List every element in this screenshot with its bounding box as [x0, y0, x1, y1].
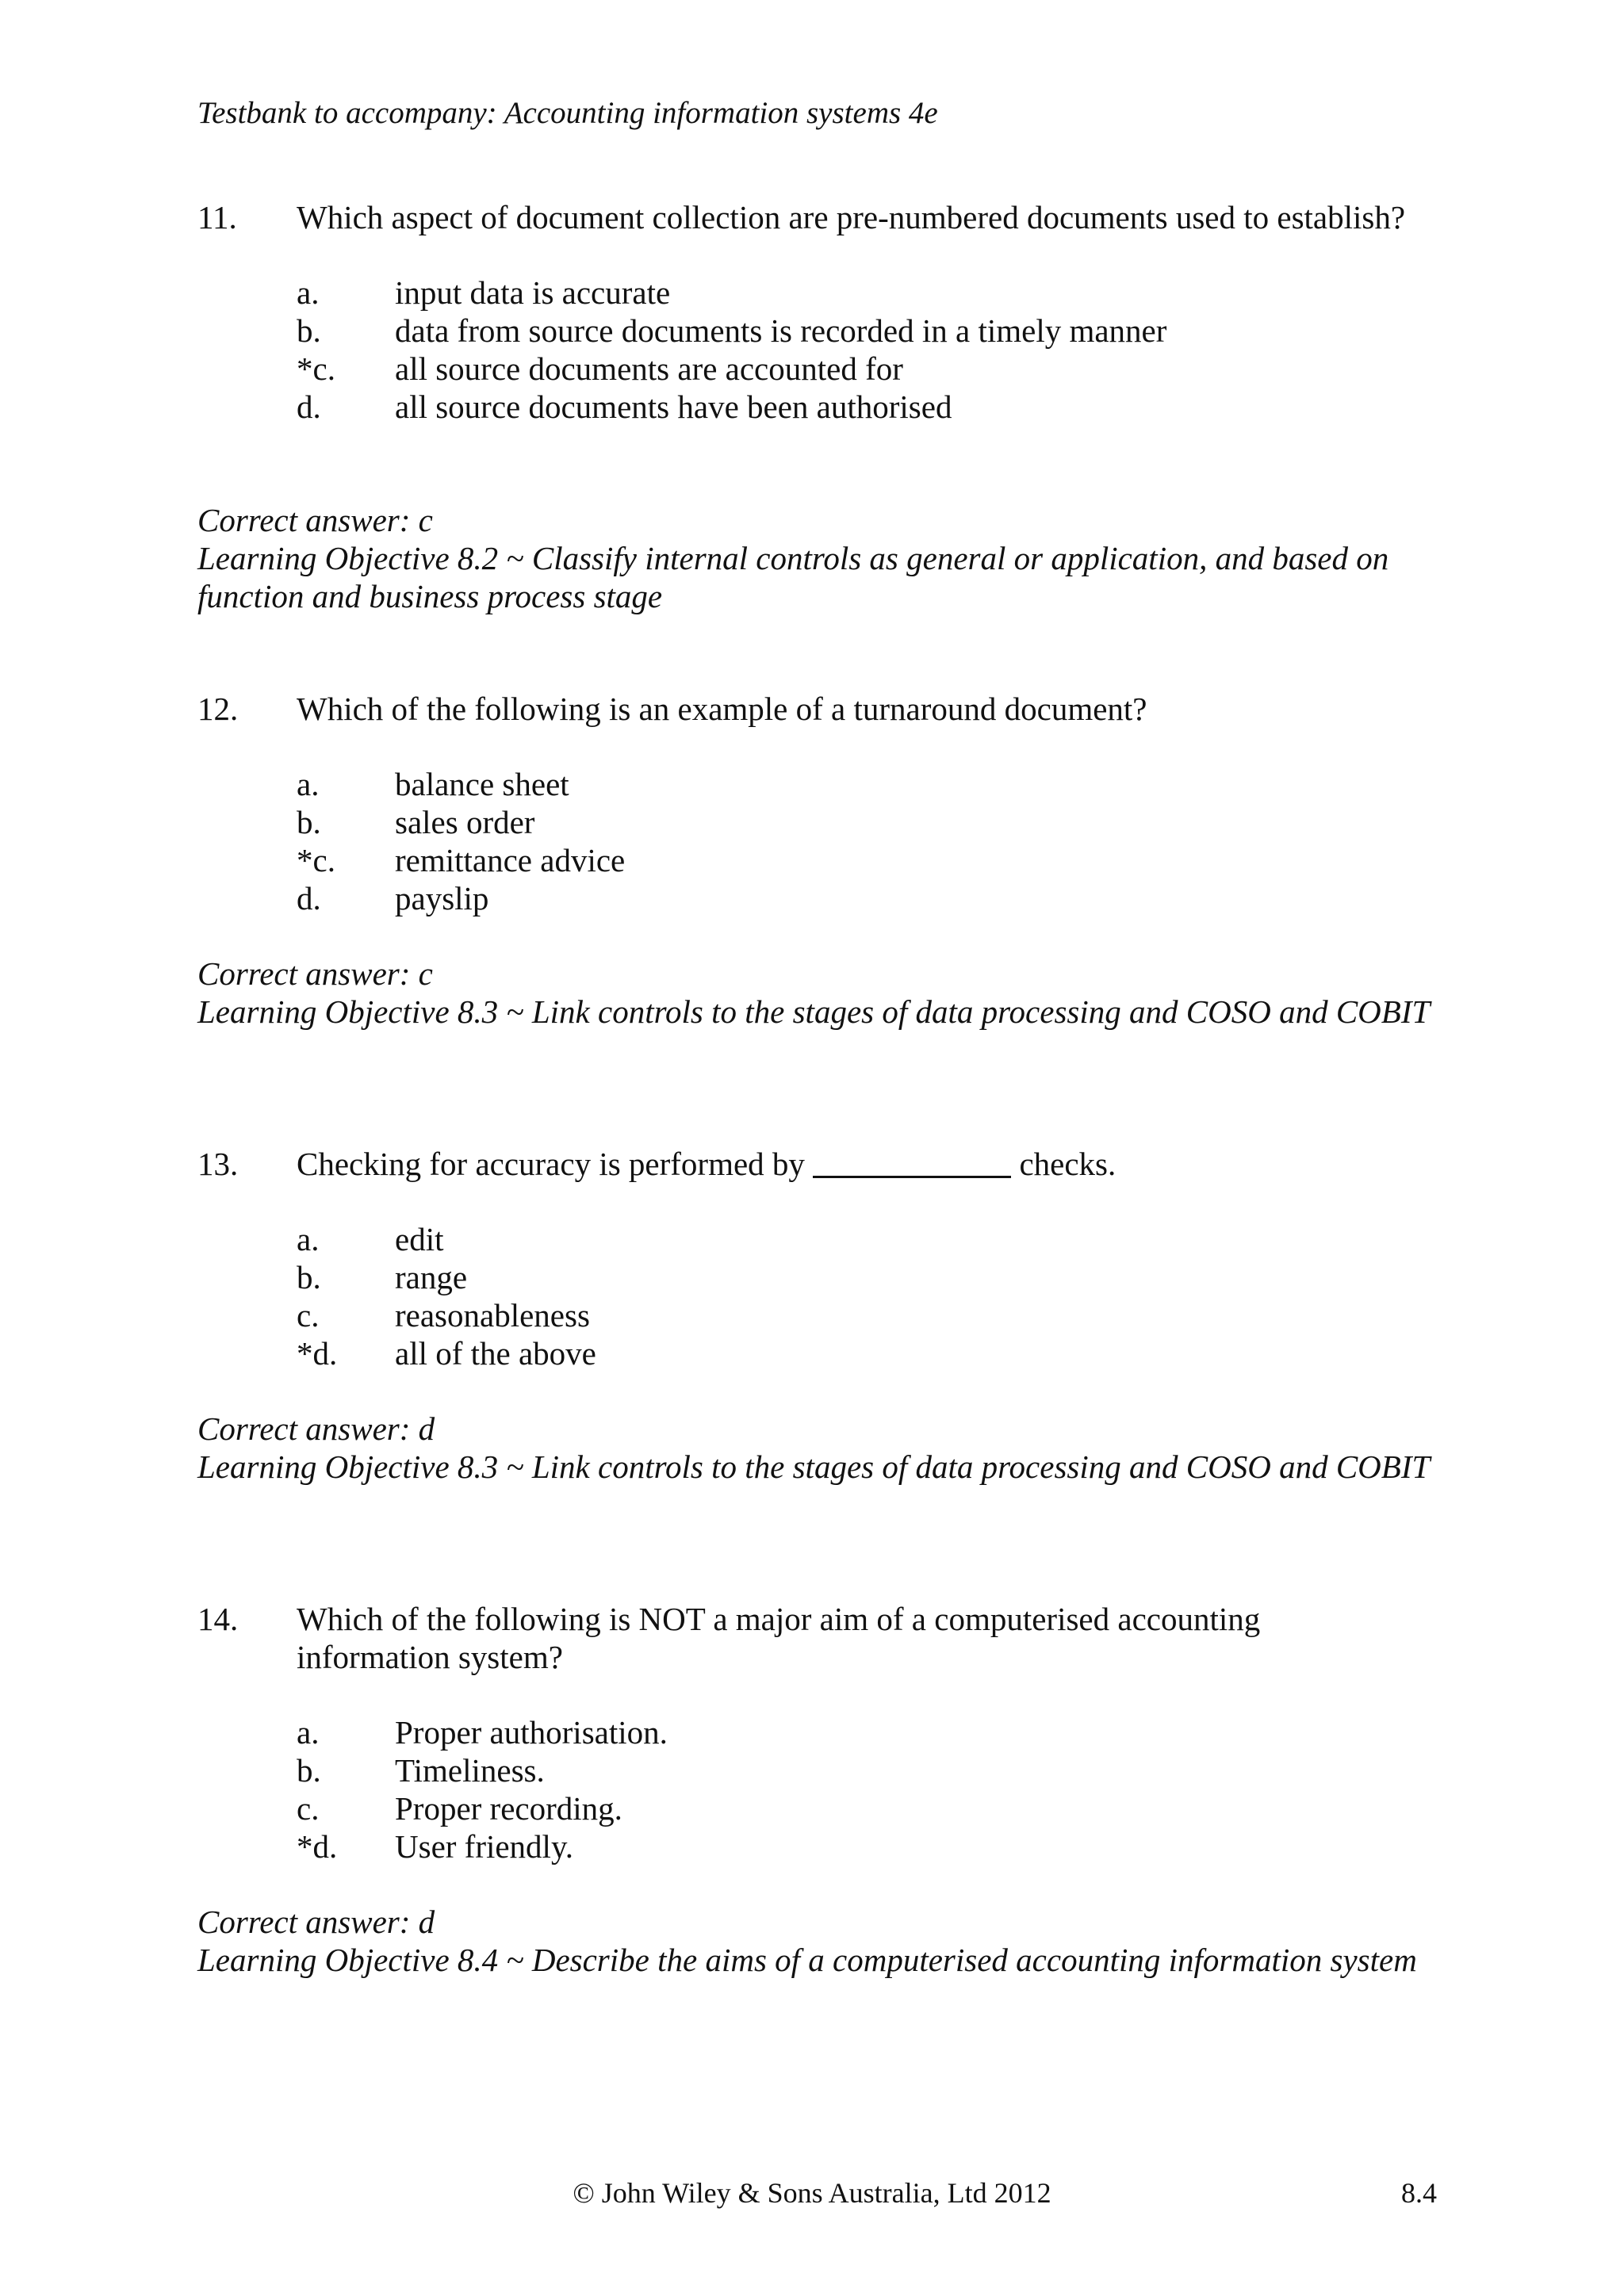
question-11: [197, 198, 1450, 615]
option: [197, 388, 1450, 426]
option-text: input data is accurate: [395, 274, 671, 311]
option-text: all source documents are accounted for: [395, 350, 903, 387]
question-number: 12.: [197, 691, 239, 727]
option-text: balance sheet: [395, 766, 569, 802]
option-letter: a.: [297, 274, 320, 311]
option-letter: d.: [297, 880, 321, 916]
question-text-end: checks.: [1019, 1146, 1116, 1182]
option: [197, 1789, 1450, 1827]
option-letter: a.: [297, 1714, 320, 1751]
option: [197, 803, 1450, 841]
question-14: [197, 1600, 1450, 1979]
option-letter: b.: [297, 1752, 321, 1789]
option-text: all source documents have been authorised: [395, 388, 952, 425]
options-list: [197, 1713, 1450, 1866]
option: [197, 1713, 1450, 1751]
question-text: [297, 1145, 1446, 1183]
option: [197, 1827, 1450, 1866]
option-letter: a.: [297, 766, 320, 802]
option: [197, 765, 1450, 803]
option-text: edit: [395, 1221, 444, 1257]
question-text: Which of the following is NOT a major aim of a computerised accounting information system?: [297, 1601, 1261, 1675]
question-text: Which of the following is an example of a turnaround document?: [297, 691, 1147, 727]
question-text: Which aspect of document collection are pre-numbered documents used to establish?: [297, 199, 1406, 235]
learning-objective: Learning Objective 8.2 ~ Classify internal controls as general or application, and based on function and business process stage: [197, 540, 1389, 614]
learning-objective: Learning Objective 8.4 ~ Describe the aims of a computerised accounting information system: [197, 1942, 1417, 1978]
question-number: 14.: [197, 1601, 239, 1637]
option: [197, 1220, 1450, 1258]
option: [197, 1751, 1450, 1789]
option-text: range: [395, 1259, 468, 1295]
option-text: User friendly.: [395, 1828, 574, 1865]
option-letter: c.: [297, 1297, 320, 1334]
option-text: Proper recording.: [395, 1790, 622, 1827]
options-list: [197, 274, 1450, 426]
question-number: 11.: [197, 199, 237, 235]
option: [197, 274, 1450, 312]
option: [197, 312, 1450, 350]
option: [197, 879, 1450, 917]
option-letter: c.: [297, 1790, 320, 1827]
option-text: all of the above: [395, 1335, 596, 1372]
option-letter: d.: [297, 388, 321, 425]
fill-in-blank: [813, 1147, 1011, 1178]
option: [197, 841, 1450, 879]
options-list: [197, 1220, 1450, 1372]
correct-answer: Correct answer: c: [197, 502, 433, 538]
question-number: 13.: [197, 1146, 239, 1182]
learning-objective: Learning Objective 8.3 ~ Link controls to the stages of data processing and COSO and COBIT: [197, 993, 1431, 1030]
option-letter: *d.: [297, 1335, 338, 1372]
option: [197, 350, 1450, 388]
option: [197, 1296, 1450, 1334]
option-letter: *c.: [297, 350, 335, 387]
options-list: [197, 765, 1450, 917]
question-13: [197, 1145, 1450, 1486]
option: [197, 1334, 1450, 1372]
learning-objective: Learning Objective 8.3 ~ Link controls to the stages of data processing and COSO and COBIT: [197, 1448, 1431, 1485]
option-letter: b.: [297, 1259, 321, 1295]
option-letter: b.: [297, 804, 321, 840]
page-number: 8.4: [1401, 2177, 1437, 2209]
option-text: Proper authorisation.: [395, 1714, 668, 1751]
running-header: Testbank to accompany: Accounting information systems 4e: [197, 96, 938, 130]
option-text: sales order: [395, 804, 535, 840]
question-12: [197, 690, 1450, 1031]
option-letter: a.: [297, 1221, 320, 1257]
option: [197, 1258, 1450, 1296]
option-text: Timeliness.: [395, 1752, 545, 1789]
option-text: reasonableness: [395, 1297, 590, 1334]
option-text: payslip: [395, 880, 489, 916]
option-letter: *d.: [297, 1828, 338, 1865]
copyright-notice: © John Wiley & Sons Australia, Ltd 2012: [573, 2177, 1051, 2209]
option-text: data from source documents is recorded in a timely manner: [395, 312, 1167, 349]
correct-answer: Correct answer: d: [197, 1410, 435, 1447]
option-letter: b.: [297, 312, 321, 349]
option-letter: *c.: [297, 842, 335, 878]
option-text: remittance advice: [395, 842, 626, 878]
correct-answer: Correct answer: d: [197, 1904, 435, 1940]
question-text-start: Checking for accuracy is performed by: [297, 1146, 805, 1182]
correct-answer: Correct answer: c: [197, 955, 433, 992]
